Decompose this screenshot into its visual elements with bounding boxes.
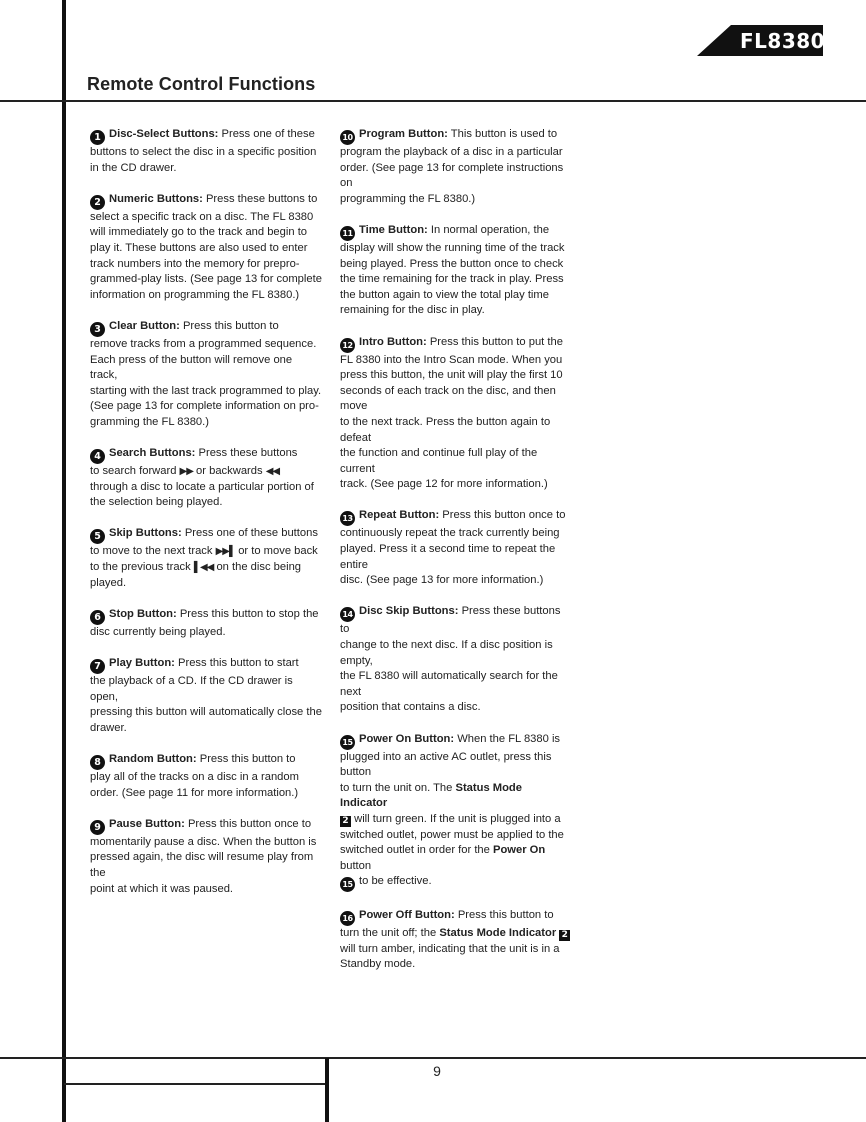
item-disc-skip: 14 Disc Skip Buttons: Press these buttons to change to the next disc. If a disc position is empty, the FL 8380 will automatically search for the next position that contains a disc. bbox=[340, 605, 561, 714]
model-tag: FL8380 bbox=[740, 29, 826, 53]
number-badge: 3 bbox=[90, 322, 105, 337]
item-program: 10 Program Button: This button is used to program the playback of a disc in a particular order. (See page 13 for complete instructions on programming the FL 8380.) bbox=[340, 128, 564, 205]
reference-badge: 2 bbox=[559, 930, 570, 941]
number-badge: 15 bbox=[340, 735, 355, 750]
item-intro: 12 Intro Button: Press this button to put the FL 8380 into the Intro Scan mode. When you press this button, the unit will play the first 10 seconds of each track on the disc, and then move to the next track. Press the button again to defeat the function and continue full play of the current track. (See page 12 for more information.) bbox=[340, 335, 563, 491]
skip-previous-icon: ▌◀◀ bbox=[193, 562, 214, 574]
number-badge: 2 bbox=[90, 195, 105, 210]
item-disc-select: 1 Disc-Select Buttons: Press one of these buttons to select the disc in a specific position in the CD drawer. bbox=[90, 128, 317, 174]
number-badge: 4 bbox=[90, 449, 105, 464]
fast-forward-icon: ▶▶ bbox=[179, 466, 193, 478]
item-search: 4 Search Buttons: Press these buttons to search forward ▶▶ or backwards ◀◀ through a disc to locate a particular portion of the selection being played. bbox=[90, 447, 314, 509]
right-column bbox=[340, 127, 572, 988]
footer-inner-rule bbox=[64, 1083, 328, 1085]
item-numeric: 2 Numeric Buttons: Press these buttons to select a specific track on a disc. The FL 8380 will immediately go to the track and begin to play it. These buttons are also used to enter track numbers into the memory for prepro- grammed-play lists. (See page 13 for complete information on programming the FL 8380.) bbox=[90, 192, 322, 301]
item-skip: 5 Skip Buttons: Press one of these buttons to move to the next track ▶▶▌ or to move back to the previous track ▌◀◀ on the disc being played. bbox=[90, 527, 318, 589]
number-badge: 5 bbox=[90, 529, 105, 544]
number-badge: 13 bbox=[340, 511, 355, 526]
left-margin-rule bbox=[62, 0, 66, 1122]
number-badge: 8 bbox=[90, 755, 105, 770]
footer-divider bbox=[325, 1058, 329, 1122]
number-badge: 7 bbox=[90, 659, 105, 674]
number-badge: 11 bbox=[340, 226, 355, 241]
number-badge: 10 bbox=[340, 130, 355, 145]
skip-next-icon: ▶▶▌ bbox=[215, 546, 236, 558]
header-rule bbox=[0, 100, 866, 102]
item-clear: 3 Clear Button: Press this button to remove tracks from a programmed sequence. Each press of the button will remove one track, starting with the last track programmed to play. (See page 13 for complete information on pro- gramming the FL 8380.) bbox=[90, 319, 322, 428]
number-badge: 12 bbox=[340, 338, 355, 353]
number-badge: 6 bbox=[90, 610, 105, 625]
item-stop: 6 Stop Button: Press this button to stop the disc currently being played. bbox=[90, 607, 319, 638]
number-badge: 1 bbox=[90, 130, 105, 145]
page-title: Remote Control Functions bbox=[87, 74, 316, 94]
item-pause: 9 Pause Button: Press this button once to momentarily pause a disc. When the button is pressed again, the disc will resume play from the point at which it was paused. bbox=[90, 817, 317, 895]
item-repeat: 13 Repeat Button: Press this button once to continuously repeat the track currently being played. Press it a second time to repeat the entire disc. (See page 13 for more information.) bbox=[340, 509, 566, 587]
footer-rule bbox=[0, 1057, 866, 1059]
number-badge: 9 bbox=[90, 820, 105, 835]
number-badge: 14 bbox=[340, 607, 355, 622]
number-badge: 15 bbox=[340, 877, 355, 892]
left-column bbox=[90, 127, 322, 913]
item-power-on: 15 Power On Button: When the FL 8380 is plugged into an active AC outlet, press this button to turn the unit on. The Status Mode Indicator 2 will turn green. If the unit is plugged into a switched outlet, power must be applied to the switched outlet in order for the Power On button 15 to be effective. bbox=[340, 732, 572, 893]
item-random: 8 Random Button: Press this button to play all of the tracks on a disc in a random order. (See page 11 for more information.) bbox=[90, 753, 299, 799]
reference-badge: 2 bbox=[340, 816, 351, 827]
number-badge: 16 bbox=[340, 911, 355, 926]
rewind-icon: ◀◀ bbox=[265, 466, 280, 478]
item-time: 11 Time Button: In normal operation, the display will show the running time of the track being played. Press the button once to check the time remaining for the track in play. Press the button again to view the total play time remaining for the disc in play. bbox=[340, 223, 565, 317]
item-power-off: 16 Power Off Button: Press this button to turn the unit off; the Status Mode Indicator 2 will turn amber, indicating that the unit is in a Standby mode. bbox=[340, 908, 572, 973]
page-number: 9 bbox=[433, 1063, 441, 1079]
item-play: 7 Play Button: Press this button to start the playback of a CD. If the CD drawer is open, pressing this button will automatically close the drawer. bbox=[90, 657, 322, 734]
